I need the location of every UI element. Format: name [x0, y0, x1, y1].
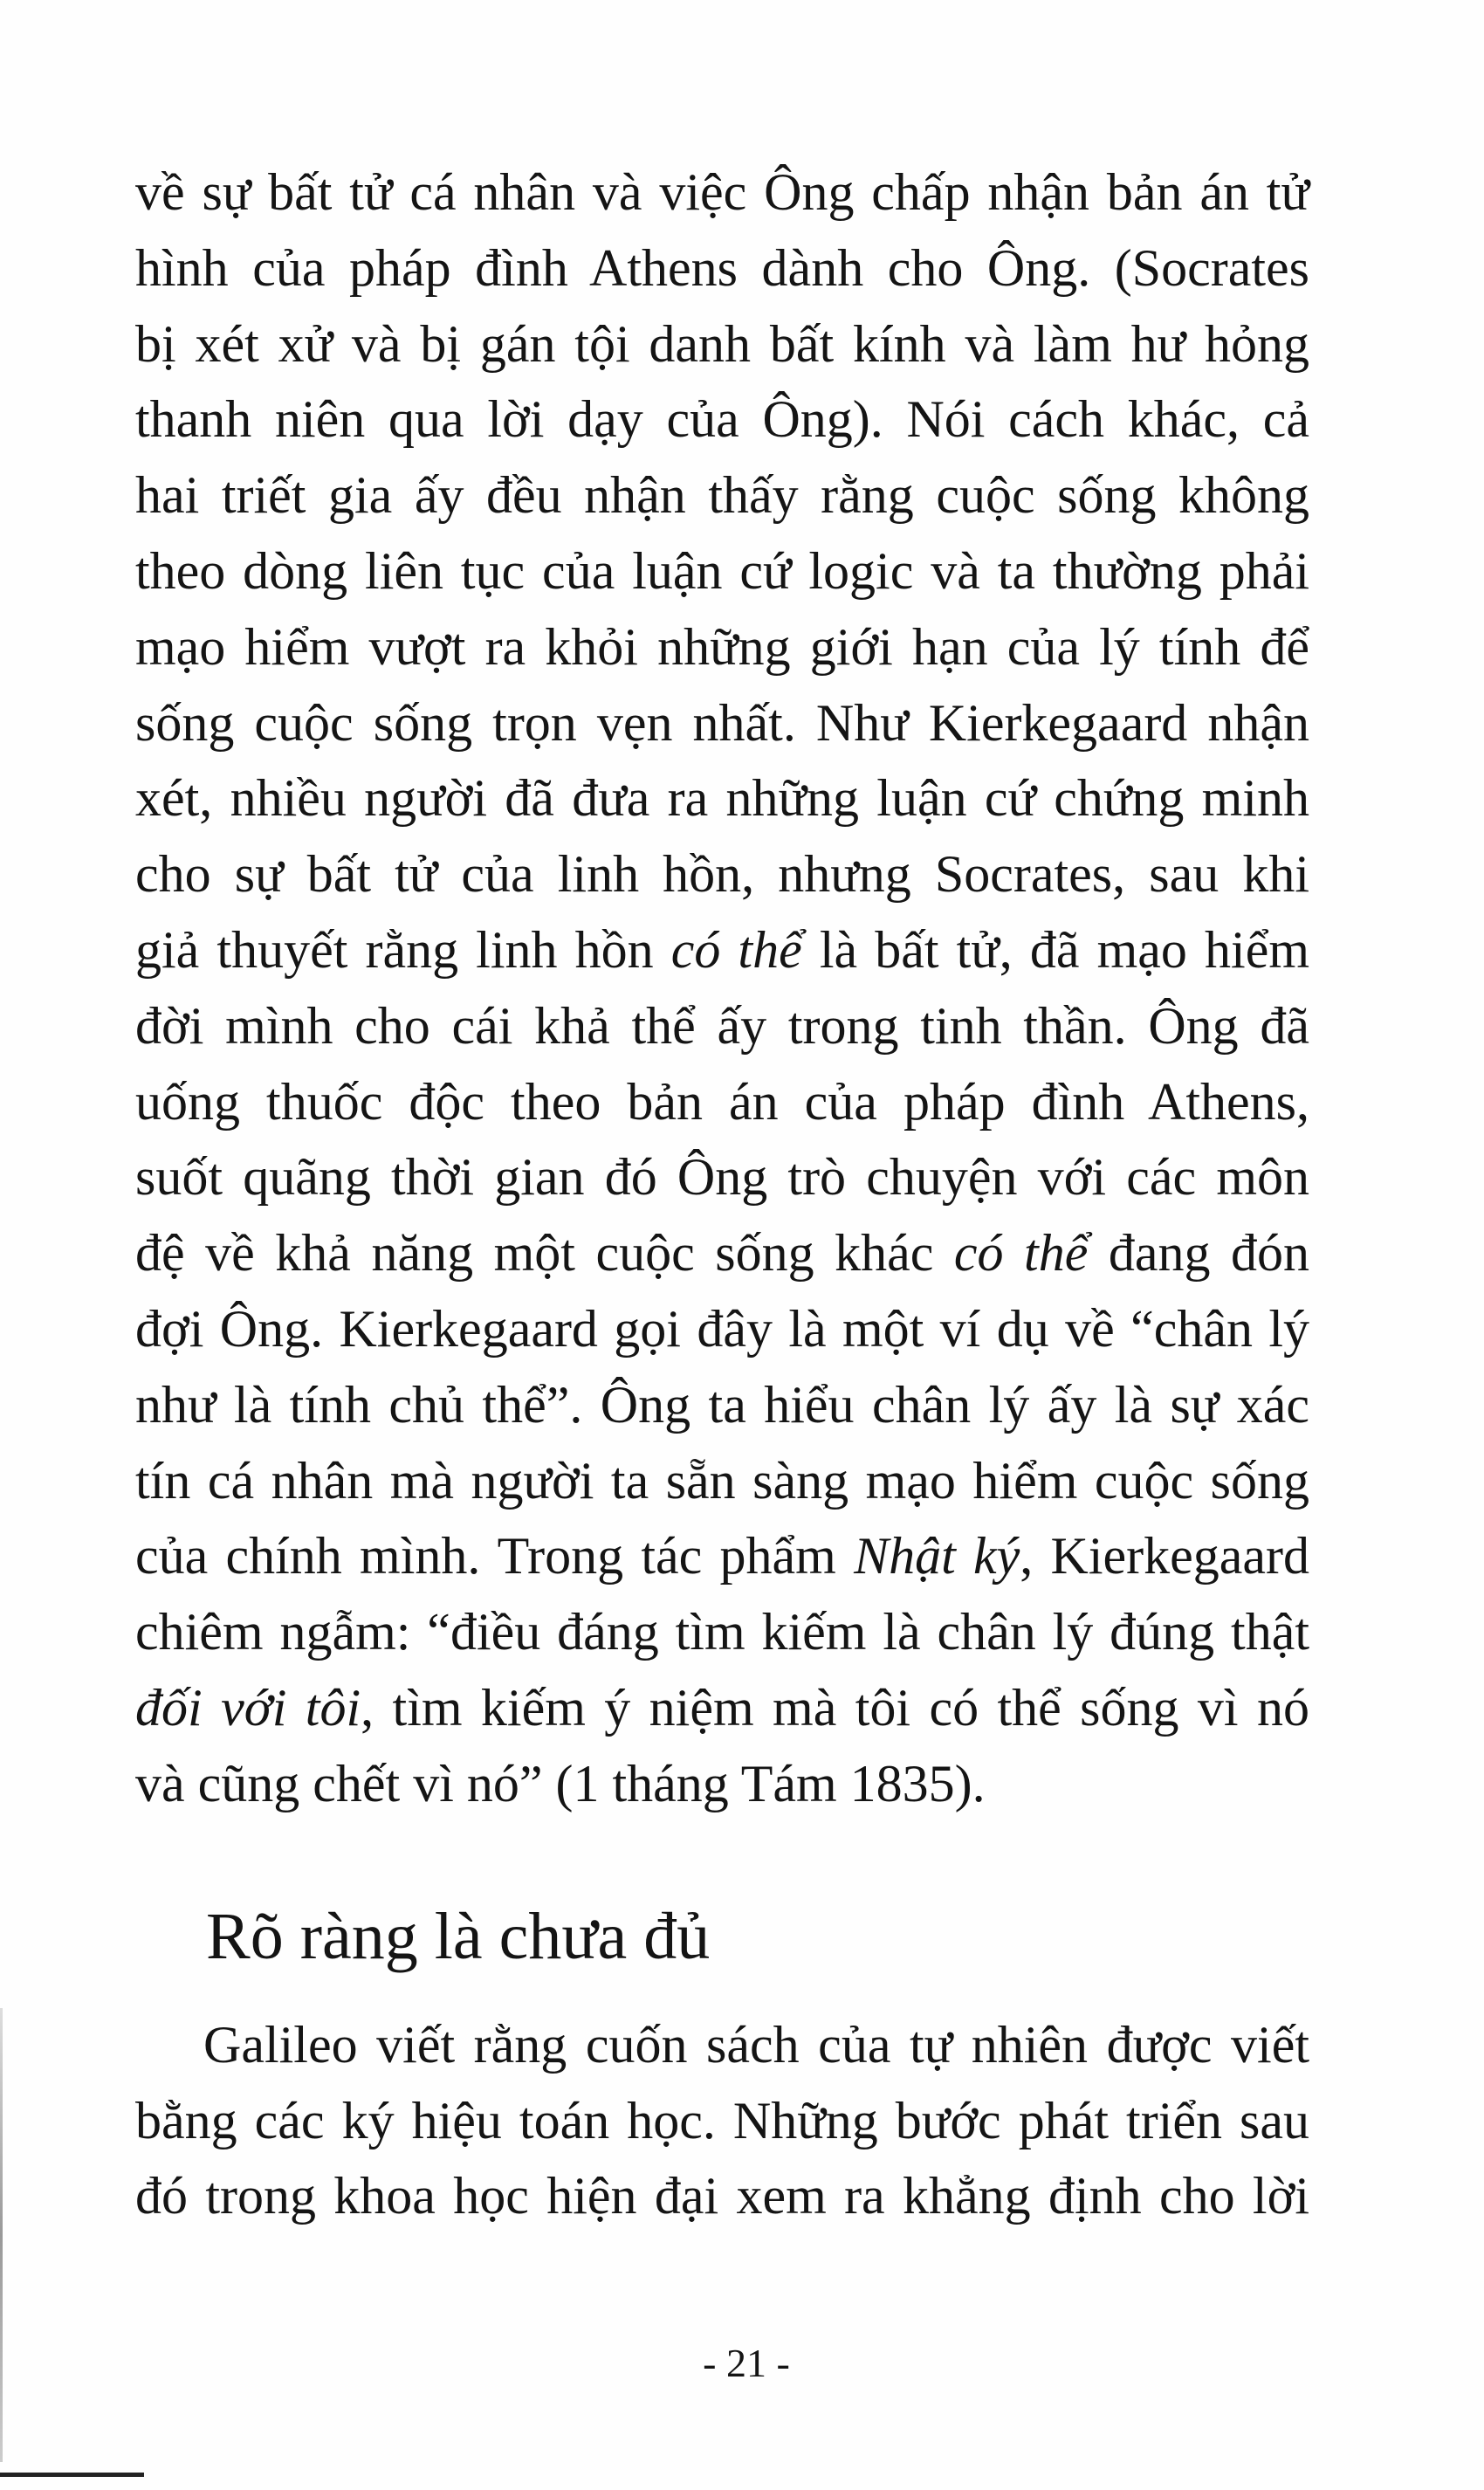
text-segment: xét, nhiều người đã đưa ra những luận cứ chứng minh	[135, 769, 1309, 828]
text-line	[135, 1375, 1309, 1434]
text-segment: hình của pháp đình Athens dành cho Ông. (Socrates	[135, 238, 1309, 297]
text-line	[203, 2016, 1309, 2074]
text-segment: bằng các ký hiệu toán học. Những bước phát triển sau	[135, 2091, 1309, 2150]
italic-text: có thể	[953, 1224, 1089, 1283]
text-segment: , tìm kiếm ý niệm mà tôi có thể sống vì nó	[361, 1679, 1309, 1737]
text-line	[135, 390, 1309, 449]
text-line	[135, 921, 1309, 979]
text-line	[135, 2167, 1309, 2225]
text-segment: Galileo viết rằng cuốn sách của tự nhiên được viết	[203, 2016, 1309, 2074]
text-line	[135, 693, 1309, 752]
text-line	[135, 1527, 1309, 1585]
text-segment: đó trong khoa học hiện đại xem ra khẳng định cho lời	[135, 2167, 1309, 2225]
text-line	[135, 845, 1309, 904]
scan-left-edge	[0, 2008, 3, 2462]
text-line	[135, 1754, 1309, 1812]
text-line	[135, 314, 1309, 373]
text-line	[135, 238, 1309, 297]
text-line	[135, 769, 1309, 828]
text-line	[135, 996, 1309, 1055]
text-segment: suốt quãng thời gian đó Ông trò chuyện với các môn	[135, 1148, 1309, 1207]
text-segment: uống thuốc độc theo bản án của pháp đình Athens,	[135, 1072, 1309, 1131]
text-segment: đệ về khả năng một cuộc sống khác	[135, 1224, 954, 1283]
text-segment: như là tính chủ thể”. Ông ta hiểu chân lý ấy là sự xác	[135, 1375, 1309, 1434]
scan-edge-mark	[0, 2473, 144, 2477]
text-segment: đời mình cho cái khả thể ấy trong tinh thần. Ông đã	[135, 996, 1309, 1055]
italic-text: có thể	[670, 921, 802, 979]
text-segment: là bất tử, đã mạo hiểm	[801, 921, 1309, 979]
text-segment: , Kierkegaard	[1020, 1527, 1309, 1585]
text-segment: bị xét xử và bị gán tội danh bất kính và làm hư hỏng	[135, 314, 1309, 373]
text-line	[135, 617, 1309, 676]
text-segment: cho sự bất tử của linh hồn, nhưng Socrates, sau khi	[135, 845, 1309, 904]
text-line	[135, 2091, 1309, 2150]
italic-text: đối với tôi	[135, 1679, 361, 1737]
page-number: - 21 -	[703, 2341, 790, 2385]
text-line	[135, 1679, 1309, 1737]
text-segment: chiêm ngẫm: “điều đáng tìm kiếm là chân lý đúng thật	[135, 1603, 1309, 1661]
text-line	[135, 1148, 1309, 1207]
text-segment: mạo hiểm vượt ra khỏi những giới hạn của lý tính để	[135, 617, 1309, 676]
text-line	[135, 1603, 1309, 1661]
text-line	[135, 1300, 1309, 1358]
text-segment: giả thuyết rằng linh hồn	[135, 921, 671, 979]
text-segment: của chính mình. Trong tác phẩm	[135, 1527, 855, 1585]
text-segment: hai triết gia ấy đều nhận thấy rằng cuộc sống không	[135, 466, 1309, 525]
text-line	[135, 1451, 1309, 1510]
text-segment: và cũng chết vì nó” (1 tháng Tám 1835).	[135, 1754, 986, 1812]
text-segment: thanh niên qua lời dạy của Ông). Nói cách khác, cả	[135, 390, 1309, 449]
text-segment: tín cá nhân mà người ta sẵn sàng mạo hiểm cuộc sống	[135, 1451, 1309, 1510]
text-line	[135, 542, 1309, 600]
text-line	[135, 466, 1309, 525]
text-segment: đang đón	[1088, 1224, 1309, 1283]
text-line	[135, 1072, 1309, 1131]
text-line	[135, 1224, 1309, 1283]
text-segment: đợi Ông. Kierkegaard gọi đây là một ví dụ về “chân lý	[135, 1300, 1309, 1358]
text-segment: về sự bất tử cá nhân và việc Ông chấp nhận bản án tử	[135, 163, 1309, 221]
text-segment: sống cuộc sống trọn vẹn nhất. Như Kierkegaard nhận	[135, 693, 1309, 752]
section-heading: Rõ ràng là chưa đủ	[206, 1900, 711, 1973]
text-line	[135, 163, 1309, 221]
italic-text: Nhật ký	[854, 1527, 1020, 1585]
text-segment: theo dòng liên tục của luận cứ logic và ta thường phải	[135, 542, 1309, 600]
